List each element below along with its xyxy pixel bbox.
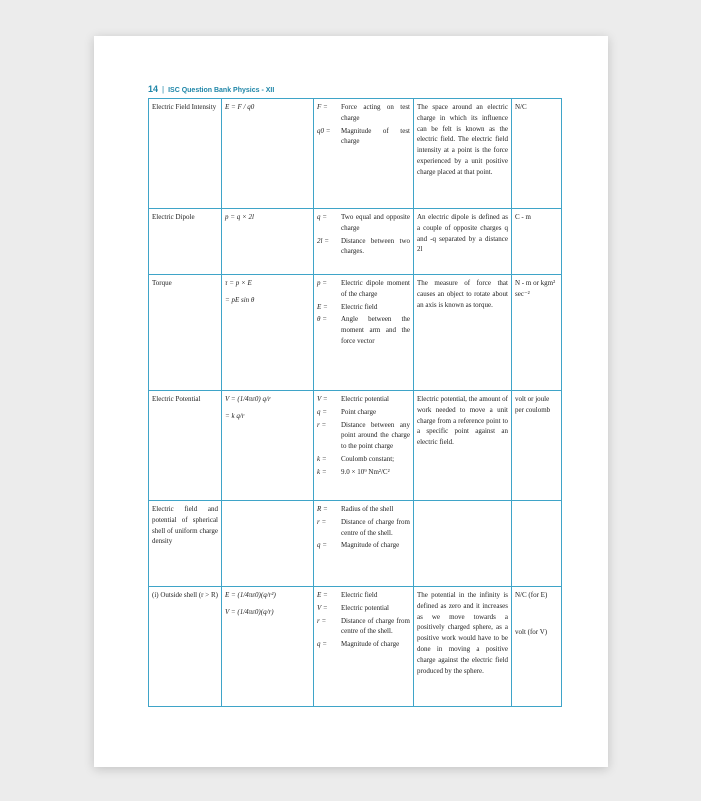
symbol: q = [317, 541, 327, 550]
formula-cell [222, 587, 314, 707]
symbol: k = [317, 454, 327, 463]
quantity-cell [149, 209, 222, 275]
symbol-entry [317, 616, 410, 638]
symbol-description: Electric dipole moment of the charge [341, 279, 410, 298]
definition-text: Electric potential, the amount of work needed to move a unit charge from a reference point to a specific point against an electric field. [417, 395, 508, 447]
symbol-entry [317, 603, 410, 614]
table-row [149, 391, 562, 501]
symbol: r = [317, 616, 327, 625]
definition-text: The measure of force that causes an object to rotate about an axis is known as torque. [417, 279, 508, 309]
symbol-entry [317, 314, 410, 346]
symbol: k = [317, 467, 327, 476]
formula-text: E = F / q0 [225, 103, 255, 111]
book-page [94, 36, 608, 767]
symbol: θ = [317, 315, 327, 324]
symbol-description: Radius of the shell [341, 505, 394, 513]
symbol-entry [317, 467, 410, 478]
symbol-entry [317, 590, 410, 601]
symbol-description: Two equal and opposite charge [341, 213, 410, 232]
formula-text: V = (1/4πε0)(q/r) [225, 608, 274, 616]
formula-text: = k q/r [225, 412, 245, 420]
symbol-description: Electric field [341, 591, 378, 599]
symbol: q0 = [317, 126, 331, 135]
formula-text: E = (1/4πε0)(q/r²) [225, 591, 276, 599]
symbols-cell [314, 99, 414, 209]
symbol: V = [317, 603, 328, 612]
formula-text: τ = p × E [225, 279, 252, 287]
definition-cell [414, 209, 512, 275]
symbol: r = [317, 420, 327, 429]
symbols-cell [314, 275, 414, 391]
symbol-entry [317, 517, 410, 539]
formula-text: p = q × 2l [225, 213, 254, 221]
symbol-description: Magnitude of charge [341, 640, 400, 649]
definition-text: The space around an electric charge in which its influence can be felt is known as the electric field. The electric field intensity at a point is the force experienced by a unit positive charge placed at that point. [417, 103, 508, 176]
symbol: E = [317, 591, 328, 599]
formula-text: V = (1/4πε0) q/r [225, 395, 271, 403]
formula-cell [222, 99, 314, 209]
unit-text: C - m [515, 213, 531, 221]
unit-text: N/C [515, 103, 527, 111]
definition-cell [414, 501, 512, 587]
definition-cell [414, 99, 512, 209]
table-row [149, 587, 562, 707]
symbol-description: Magnitude of charge [341, 541, 400, 550]
definition-cell [414, 587, 512, 707]
quantity-name: Torque [152, 279, 172, 287]
symbol-entry [317, 212, 410, 234]
symbol-description: Distance of charge from centre of the shell. [341, 616, 410, 636]
quantity-cell [149, 501, 222, 587]
symbols-cell [314, 501, 414, 587]
unit-cell [512, 587, 562, 707]
symbol-description: Magnitude of test charge [341, 126, 410, 146]
symbol-description: Electric potential [341, 603, 390, 612]
symbol-description: Angle between the moment arm and the force vector [341, 315, 410, 345]
symbol: q = [317, 213, 327, 221]
unit-cell [512, 209, 562, 275]
symbol-description: Coulomb constant; [341, 454, 395, 463]
symbol: r = [317, 517, 327, 526]
symbol: R = [317, 505, 328, 513]
symbol-description: Distance between two charges. [341, 236, 410, 256]
header-separator: | [162, 85, 165, 94]
symbol-description: 9.0 × 10⁹ Nm²/C² [341, 467, 390, 476]
symbol-description: Electric field [341, 302, 378, 311]
symbol-description: Electric potential [341, 395, 390, 403]
symbol: q = [317, 640, 327, 649]
symbol-description: Force acting on test charge [341, 103, 410, 122]
unit-cell [512, 501, 562, 587]
formula-text: = pE sin θ [225, 296, 255, 304]
symbol-entry [317, 302, 410, 313]
page-number: 14 [148, 84, 159, 94]
definition-text: An electric dipole is defined as a couple of opposite charges q and -q separated by a distance 2l [417, 213, 508, 254]
symbol: V = [317, 395, 328, 403]
symbol: E = [317, 302, 328, 311]
unit-cell [512, 99, 562, 209]
symbol-entry [317, 102, 410, 124]
symbol-entry [317, 236, 410, 258]
symbol-entry [317, 394, 410, 405]
symbol-entry [317, 504, 410, 515]
formula-cell [222, 209, 314, 275]
unit-cell [512, 391, 562, 501]
table-row [149, 501, 562, 587]
symbol-description: Distance of charge from centre of the shell. [341, 517, 410, 537]
quantity-name: (i) Outside shell (r > R) [152, 591, 218, 599]
unit-cell [512, 275, 562, 391]
symbol: 2l = [317, 236, 329, 245]
quantity-cell [149, 587, 222, 707]
quantity-cell [149, 275, 222, 391]
unit-text-secondary: volt (for V) [515, 627, 548, 636]
symbol-entry [317, 540, 410, 551]
quantity-name: Electric Field Intensity [152, 103, 217, 111]
book-title: ISC Question Bank Physics - XII [168, 87, 275, 94]
table-row [149, 275, 562, 391]
quantity-name: Electric field and potential of spherical shell of uniform charge density [152, 505, 218, 546]
unit-text: N - m or kgm² sec⁻² [515, 279, 556, 298]
symbol-description: Distance between any point around the charge to the point charge [341, 420, 410, 451]
formula-cell [222, 275, 314, 391]
unit-text: N/C (for E) [515, 591, 548, 599]
quantity-name: Electric Potential [152, 395, 201, 403]
table-row [149, 209, 562, 275]
symbol-entry [317, 420, 410, 452]
symbol: q = [317, 407, 327, 416]
symbols-cell [314, 391, 414, 501]
quantity-cell [149, 391, 222, 501]
symbol-entry [317, 407, 410, 418]
symbol-entry [317, 639, 410, 650]
symbols-cell [314, 209, 414, 275]
quantity-name: Electric Dipole [152, 213, 195, 221]
definition-cell [414, 391, 512, 501]
symbols-cell [314, 587, 414, 707]
symbol-entry [317, 278, 410, 300]
symbol-entry [317, 454, 410, 465]
table-row [149, 99, 562, 209]
formula-cell [222, 501, 314, 587]
symbol-description: Point charge [341, 407, 377, 416]
quantity-cell [149, 99, 222, 209]
symbol: p = [317, 279, 327, 287]
definition-cell [414, 275, 512, 391]
formula-table [148, 98, 562, 707]
unit-text: volt or joule per coulomb [515, 395, 551, 414]
definition-text: The potential in the infinity is defined as zero and it increases as we move towards a positively charged sphere, as a positive work would have to be done in moving a positive charge against the electric field produced by the sphere. [417, 591, 508, 675]
formula-cell [222, 391, 314, 501]
running-header [148, 84, 274, 94]
symbol: F = [317, 103, 328, 111]
symbol-entry [317, 126, 410, 148]
